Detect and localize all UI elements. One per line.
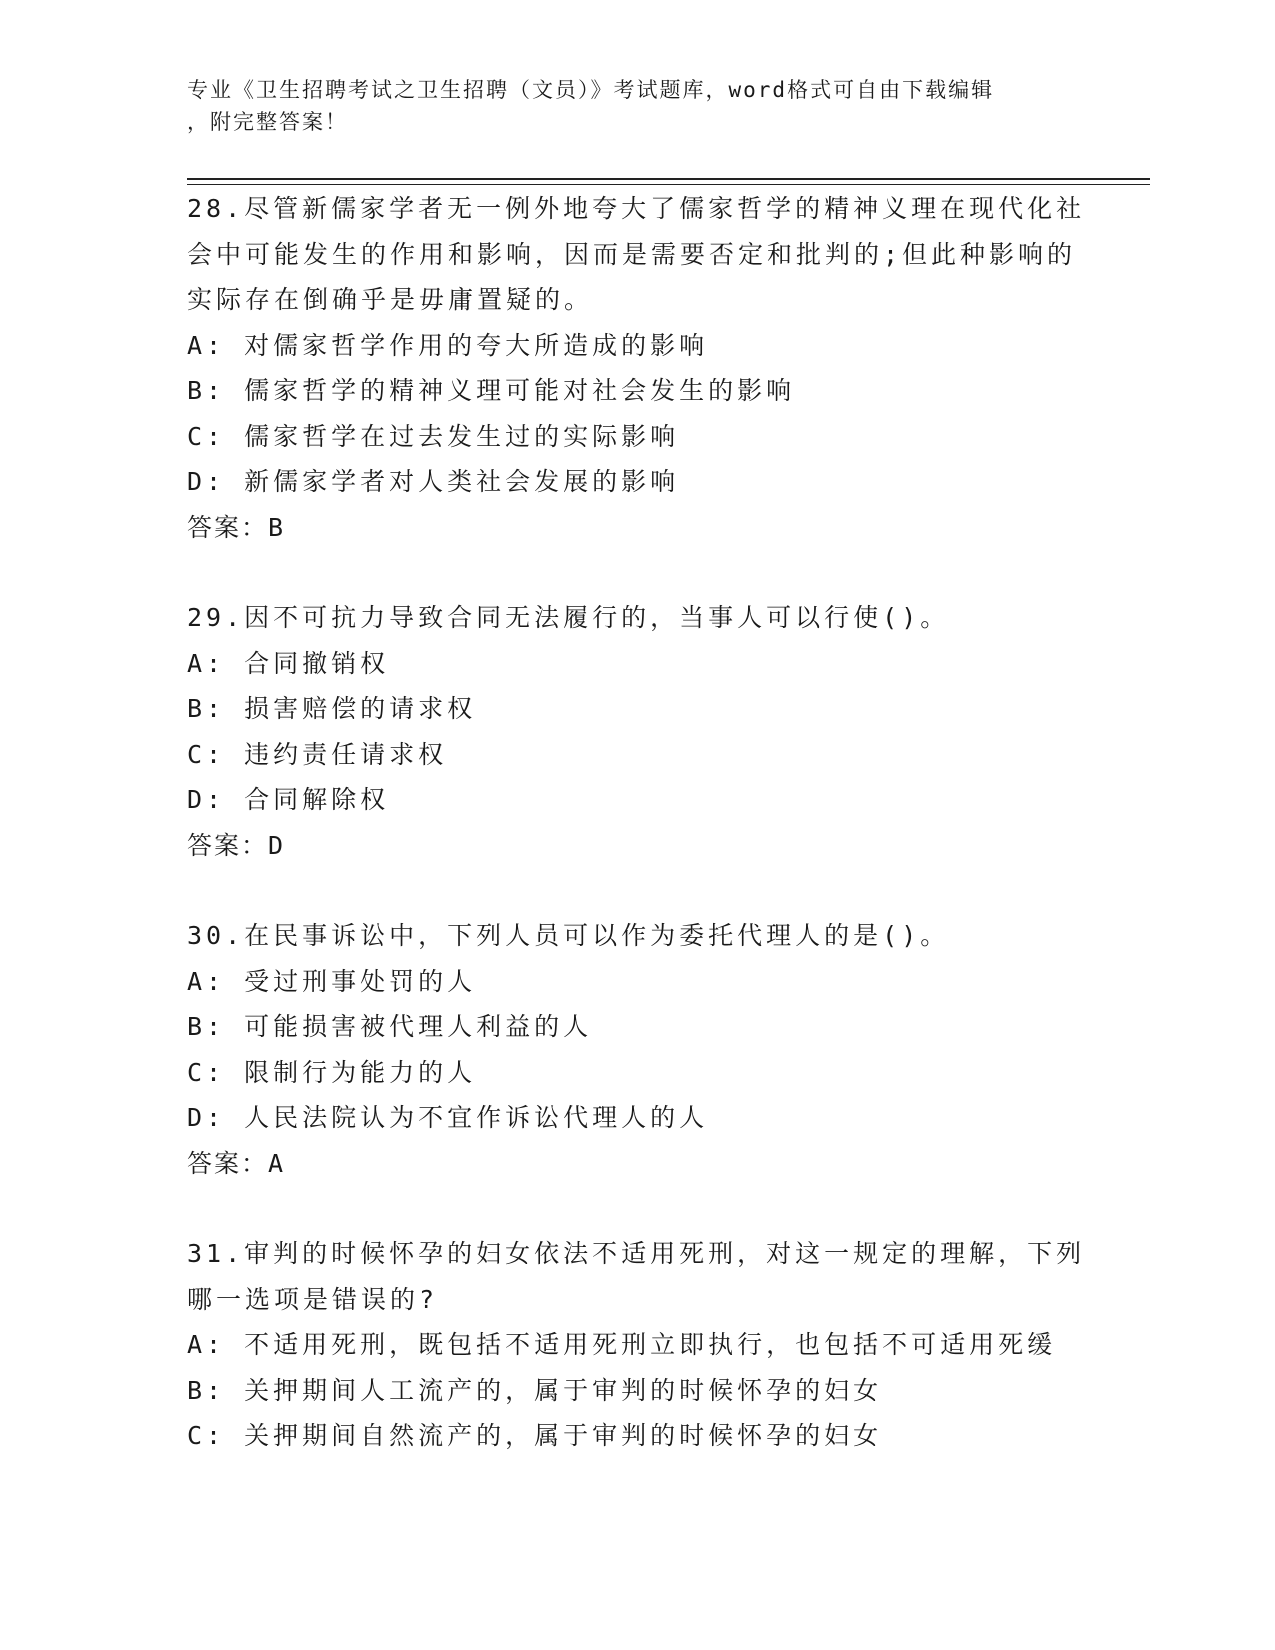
answer-label: 答案： <box>187 1148 269 1178</box>
answer-value: B <box>268 512 286 542</box>
option-d: D: 新儒家学者对人类社会发展的影响 <box>187 467 680 496</box>
stem-line: 哪一选项是错误的? <box>187 1284 439 1314</box>
header-divider-thick <box>187 178 1150 180</box>
stem-line: 会中可能发生的作用和影响，因而是需要否定和批判的;但此种影响的 <box>187 239 1077 269</box>
option-c: C: 关押期间自然流产的，属于审判的时候怀孕的妇女 <box>187 1421 883 1450</box>
answer-value: D <box>268 830 286 860</box>
answer-value: A <box>268 1148 286 1178</box>
option-a: A: 对儒家哲学作用的夸大所造成的影响 <box>187 330 709 360</box>
stem-line: 29.因不可抗力导致合同无法履行的，当事人可以行使()。 <box>187 603 950 632</box>
document-header <box>187 74 1067 138</box>
option-c: C: 违约责任请求权 <box>187 739 448 769</box>
stem-line: 实际存在倒确乎是毋庸置疑的。 <box>187 285 594 314</box>
question-30 <box>187 913 1087 1186</box>
question-stem <box>187 186 1087 323</box>
question-stem <box>187 1231 1087 1322</box>
option-b: B: 损害赔偿的请求权 <box>187 694 477 723</box>
option-d: D: 人民法院认为不宜作诉讼代理人的人 <box>187 1103 709 1132</box>
question-list <box>187 186 1087 1504</box>
question-stem <box>187 595 1087 641</box>
question-stem <box>187 913 1087 959</box>
answer-line <box>187 505 1087 551</box>
question-29 <box>187 595 1087 868</box>
question-28 <box>187 186 1087 550</box>
stem-line: 30.在民事诉讼中，下列人员可以作为委托代理人的是()。 <box>187 921 950 950</box>
answer-line <box>187 1141 1087 1187</box>
option-b: B: 儒家哲学的精神义理可能对社会发生的影响 <box>187 376 796 405</box>
option-c: C: 限制行为能力的人 <box>187 1057 477 1087</box>
option-b: B: 可能损害被代理人利益的人 <box>187 1012 593 1041</box>
answer-label: 答案： <box>187 830 269 860</box>
option-b: B: 关押期间人工流产的，属于审判的时候怀孕的妇女 <box>187 1375 883 1405</box>
option-a: A: 合同撤销权 <box>187 648 390 678</box>
stem-line: 28.尽管新儒家学者无一例外地夸大了儒家哲学的精神义理在现代化社 <box>187 194 1086 223</box>
option-a: A: 不适用死刑，既包括不适用死刑立即执行，也包括不可适用死缓 <box>187 1330 1057 1359</box>
answer-line <box>187 823 1087 869</box>
option-d: D: 合同解除权 <box>187 785 390 814</box>
option-a: A: 受过刑事处罚的人 <box>187 966 477 996</box>
header-line-1: 专业《卫生招聘考试之卫生招聘（文员）》考试题库，word格式可自由下载编辑 <box>187 78 995 102</box>
question-31 <box>187 1231 1087 1459</box>
header-divider-thin <box>187 184 1150 185</box>
header-line-2: ，附完整答案！ <box>187 110 348 134</box>
answer-label: 答案： <box>187 512 269 542</box>
option-c: C: 儒家哲学在过去发生过的实际影响 <box>187 421 680 451</box>
stem-line: 31.审判的时候怀孕的妇女依法不适用死刑，对这一规定的理解，下列 <box>187 1239 1086 1268</box>
